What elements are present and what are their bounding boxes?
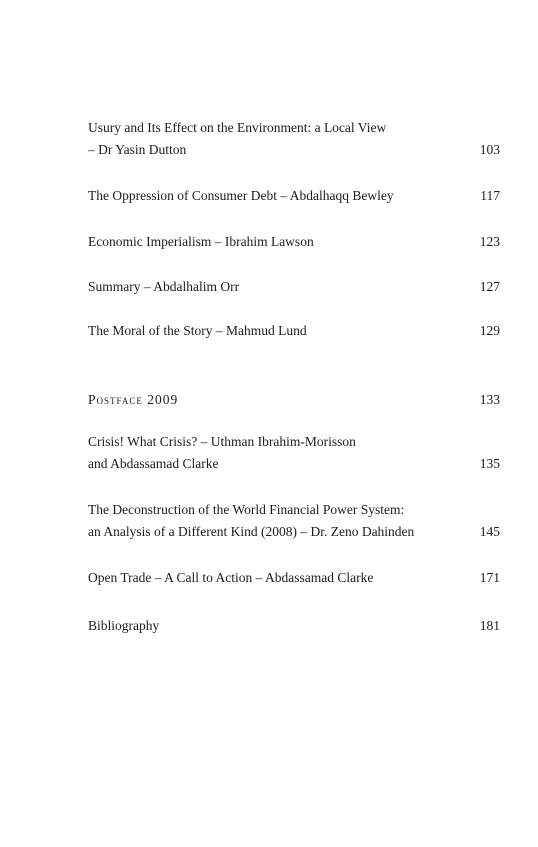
toc-page-number: 129 xyxy=(479,323,500,338)
toc-entry-summary xyxy=(88,276,500,298)
toc-entry-title-line: Usury and Its Effect on the Environment: a Local View xyxy=(88,120,387,135)
toc-entry-title-line: Summary – Abdalhalim Orr xyxy=(88,279,240,294)
toc-entry-title-line: Bibliography xyxy=(88,618,160,633)
toc-entry-title-line: and Abdassamad Clarke xyxy=(88,456,219,471)
toc-entry-economic-imperialism xyxy=(88,231,500,253)
toc-entry-postface xyxy=(88,389,500,411)
toc-page-number: 103 xyxy=(479,142,500,157)
toc-entry-bibliography xyxy=(88,615,500,637)
toc-page-number: 123 xyxy=(479,234,500,249)
toc-page-number: 171 xyxy=(479,570,500,585)
toc-entry-title-line: The Moral of the Story – Mahmud Lund xyxy=(88,323,307,338)
toc-entry-deconstruction xyxy=(88,499,500,543)
toc-entry-moral-of-story xyxy=(88,320,500,342)
toc-page-number: 127 xyxy=(479,279,500,294)
toc-page-number: 181 xyxy=(479,618,500,633)
toc-page-number: 133 xyxy=(479,392,500,407)
toc-entry-consumer-debt xyxy=(88,185,500,207)
toc-entry-title-line: Open Trade – A Call to Action – Abdassamad Clarke xyxy=(88,570,374,585)
toc-page-number: 117 xyxy=(480,188,500,203)
toc-page-number: 135 xyxy=(479,456,500,471)
toc-entry-title-line: Economic Imperialism – Ibrahim Lawson xyxy=(88,234,314,249)
toc-page-number: 145 xyxy=(479,524,500,539)
toc-entry-open-trade xyxy=(88,567,500,589)
toc-entry-title-line: The Oppression of Consumer Debt – Abdalhaqq Bewley xyxy=(88,188,394,203)
toc-entry-crisis xyxy=(88,431,500,475)
toc-entry-title-line: The Deconstruction of the World Financial Power System: xyxy=(88,502,405,517)
toc-entry-title-line: an Analysis of a Different Kind (2008) – Dr. Zeno Dahinden xyxy=(88,524,415,539)
toc-section-heading: Postface 2009 xyxy=(88,392,179,407)
toc-entry-title-line: Crisis! What Crisis? – Uthman Ibrahim-Morisson xyxy=(88,434,356,449)
toc-entry-usury xyxy=(88,117,500,161)
toc-entry-title-line: – Dr Yasin Dutton xyxy=(88,142,187,157)
